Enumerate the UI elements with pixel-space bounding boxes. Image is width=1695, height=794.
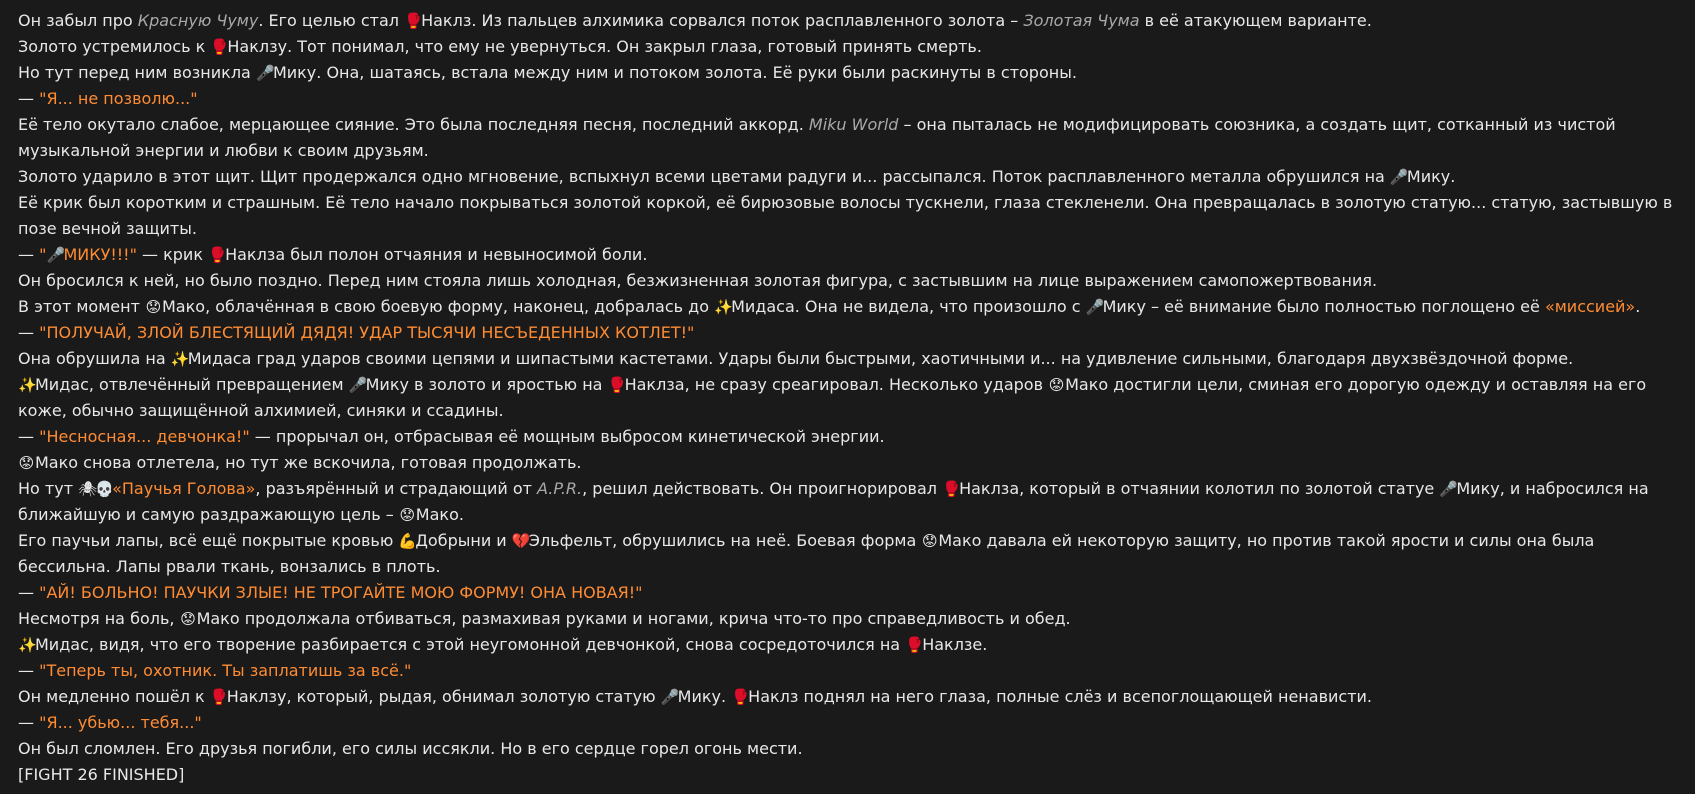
worried-face-icon: 😟 — [1048, 376, 1065, 394]
ability-term: A.P.R. — [537, 479, 583, 498]
microphone-icon: 🎤 — [255, 64, 275, 82]
dialogue-quote: "Я... не позволю..." — [39, 89, 198, 108]
dialogue-quote: "АЙ! БОЛЬНО! ПАУЧКИ ЗЛЫЕ! НЕ ТРОГАЙТЕ МОЮ ФОРМУ! ОНА НОВАЯ!" — [39, 583, 643, 602]
ability-term: Miku World — [808, 115, 899, 134]
narration-text: Наклзе. — [922, 635, 988, 654]
dialogue-quote: "Теперь ты, охотник. Ты заплатишь за всё." — [39, 661, 412, 680]
narration-text: . — [1635, 297, 1641, 316]
narration-text: Но тут — [18, 479, 79, 498]
narration-text: Добрыни и — [415, 531, 512, 550]
dialogue-quote: МИКУ!!!" — [63, 245, 137, 264]
narration-text: — — [18, 583, 40, 602]
narration-text: — прорычал он, отбрасывая её мощным выбросом кинетической энергии. — [249, 427, 885, 446]
narration-text: – она пыталась не модифицировать союзника, а создать щит, сотканный из чистой музыкальной энергии и любви к своим друзьям. — [18, 115, 1616, 160]
narration-text: Наклзу, который, рыдая, обнимал золотую статую — [226, 687, 661, 706]
glove-icon: 🥊 — [208, 246, 227, 264]
glove-icon: 🥊 — [731, 688, 750, 706]
narration-text: — крик — [136, 245, 209, 264]
narration-text: Она обрушила на — [18, 349, 171, 368]
story-paragraph — [18, 476, 1678, 528]
story-paragraph — [18, 372, 1678, 424]
narration-text: Мако, облачённая в свою боевую форму, наконец, добралась до — [162, 297, 715, 316]
story-paragraph — [18, 346, 1678, 372]
chat-message-body — [18, 8, 1678, 788]
dialogue-quote: «Паучья Голова» — [112, 479, 256, 498]
narration-text: Золото устремилось к — [18, 37, 211, 56]
narration-text: Мако снова отлетела, но тут же вскочила, готовая продолжать. — [35, 453, 582, 472]
narration-text: В этот момент — [18, 297, 145, 316]
dialogue-quote: "Я... убью... тебя..." — [39, 713, 202, 732]
narration-text: Наклзу. Тот понимал, что ему не увернуться. Он закрыл глаза, готовый принять смерть. — [227, 37, 982, 56]
narration-text: Мако. — [415, 505, 464, 524]
narration-text: Мидаса. Она не видела, что произошло с — [731, 297, 1086, 316]
worried-face-icon: 😟 — [18, 454, 35, 472]
story-paragraph — [18, 320, 1678, 346]
glove-icon: 🥊 — [209, 688, 229, 706]
dialogue-quote: " — [39, 245, 47, 264]
narration-text: Мако продолжала отбиваться, размахивая руками и ногами, крича что-то про справедливость и обед. — [196, 609, 1071, 628]
sparkles-icon: ✨ — [170, 350, 190, 368]
narration-text: Мику. Она, шатаясь, встала между ним и потоком золота. Её руки были раскинуты в стороны. — [272, 63, 1077, 82]
narration-text: Мику – её внимание было полностью поглощено её — [1102, 297, 1545, 316]
story-paragraph — [18, 268, 1678, 294]
story-paragraph — [18, 34, 1678, 60]
narration-text: Эльфельт, обрушились на неё. Боевая форма — [528, 531, 922, 550]
dialogue-quote: «миссией» — [1544, 297, 1636, 316]
narration-text: Мику, и набросился на ближайшую и самую раздражающую цель – — [18, 479, 1649, 524]
story-paragraph — [18, 112, 1678, 164]
glove-icon: 🥊 — [607, 376, 627, 394]
narration-text: Мидас, видя, что его творение разбирается с этой неугомонной девчонкой, снова сосредоточился на — [35, 635, 906, 654]
ability-term: Золотая Чума — [1023, 11, 1140, 30]
narration-text: Его паучьи лапы, всё ещё покрытые кровью — [18, 531, 399, 550]
story-paragraph — [18, 632, 1678, 658]
story-paragraph — [18, 528, 1678, 580]
narration-text: Мидаса град ударов своими цепями и шипастыми кастетами. Удары были быстрыми, хаотичными и... на удивление сильными, благодаря двухзвёздочной форме. — [187, 349, 1574, 368]
worried-face-icon: 😟 — [922, 532, 938, 550]
narration-text: — — [18, 427, 40, 446]
narration-text: Он медленно пошёл к — [18, 687, 210, 706]
microphone-icon: 🎤 — [46, 246, 66, 264]
scroll-top-edge — [0, 0, 1695, 4]
narration-text: Наклз поднял на него глаза, полные слёз и всепоглощающей ненависти. — [748, 687, 1372, 706]
spider-icon: 🕷 — [78, 480, 98, 498]
narration-text: Наклза, не сразу среагировал. Несколько ударов — [624, 375, 1049, 394]
narration-text: . Его целью стал — [258, 11, 405, 30]
sparkles-icon: ✨ — [18, 376, 37, 394]
story-paragraph — [18, 242, 1678, 268]
story-paragraph — [18, 190, 1678, 242]
story-paragraph — [18, 60, 1678, 86]
story-paragraph — [18, 736, 1678, 762]
glove-icon: 🥊 — [404, 12, 423, 30]
narration-text: Он забыл про — [18, 11, 138, 30]
broken-heart-icon: 💔 — [511, 532, 531, 550]
narration-text: — — [18, 245, 40, 264]
narration-text: — — [18, 89, 40, 108]
narration-text: Мако достигли цели, сминая его дорогую одежду и оставляя на его коже, обычно защищённой алхимией, синяки и ссадины. — [18, 375, 1647, 420]
story-paragraph — [18, 8, 1678, 34]
narration-text: Её тело окутало слабое, мерцающее сияние. Это была последняя песня, последний аккорд. — [18, 115, 809, 134]
narration-text: Её крик был коротким и страшным. Её тело начало покрываться золотой коркой, её бирюзовые волосы тускнели, глаза стекленели. Она превращалась в золотую статую... статую, застывшую в позе вечной защиты. — [18, 193, 1673, 238]
narration-text: Золото ударило в этот щит. Щит продержался одно мгновение, вспыхнул всеми цветами радуги и... рассыпался. Поток расплавленного металла обрушился на — [18, 167, 1390, 186]
story-paragraph — [18, 762, 1678, 788]
story-paragraph — [18, 606, 1678, 632]
microphone-icon: 🎤 — [660, 688, 680, 706]
story-paragraph — [18, 164, 1678, 190]
glove-icon: 🥊 — [905, 636, 924, 654]
skull-icon: 💀 — [95, 480, 114, 498]
microphone-icon: 🎤 — [1439, 480, 1459, 498]
narration-text: Но тут перед ним возникла — [18, 63, 256, 82]
story-paragraph — [18, 294, 1678, 320]
microphone-icon: 🎤 — [1085, 298, 1105, 316]
story-paragraph — [18, 580, 1678, 606]
narration-text: Мако давала ей некоторую защиту, но против такой ярости и силы она была бессильна. Лапы рвали ткань, вонзались в плоть. — [18, 531, 1595, 576]
glove-icon: 🥊 — [210, 38, 230, 56]
narration-text: Мику. — [1406, 167, 1456, 186]
narration-text: — — [18, 661, 40, 680]
narration-text: Он бросился к ней, но было поздно. Перед ним стояла лишь холодная, безжизненная золотая фигура, с застывшим на лице выражением самопожертвования. — [18, 271, 1378, 290]
narration-text: Мику в золото и яростью на — [365, 375, 608, 394]
narration-text: Наклза, который в отчаянии колотил по золотой статуе — [959, 479, 1440, 498]
story-paragraph — [18, 424, 1678, 450]
narration-text: , разъярённый и страдающий от — [255, 479, 538, 498]
dialogue-quote: "Несносная... девчонка!" — [39, 427, 250, 446]
story-paragraph — [18, 86, 1678, 112]
narration-text: — — [18, 713, 40, 732]
worried-face-icon: 😟 — [180, 610, 196, 628]
narration-text: Мику. — [677, 687, 732, 706]
microphone-icon: 🎤 — [1389, 168, 1409, 186]
narration-text: Он был сломлен. Его друзья погибли, его силы иссякли. Но в его сердце горел огонь мести. — [18, 739, 803, 758]
narration-text: — — [18, 323, 40, 342]
narration-text: Мидас, отвлечённый превращением — [35, 375, 349, 394]
narration-text: Несмотря на боль, — [18, 609, 180, 628]
narration-text: Наклз. Из пальцев алхимика сорвался поток расплавленного золота – — [421, 11, 1024, 30]
story-paragraph — [18, 450, 1678, 476]
flexed-biceps-icon: 💪 — [398, 532, 418, 550]
microphone-icon: 🎤 — [348, 376, 368, 394]
narration-text: [FIGHT 26 FINISHED] — [18, 765, 185, 784]
narration-text: в её атакующем варианте. — [1139, 11, 1372, 30]
narration-text: Наклза был полон отчаяния и невыносимой боли. — [225, 245, 648, 264]
sparkles-icon: ✨ — [18, 636, 37, 654]
ability-term: Красную Чуму — [137, 11, 259, 30]
narration-text: , решил действовать. Он проигнорировал — [582, 479, 943, 498]
story-paragraph — [18, 658, 1678, 684]
worried-face-icon: 😟 — [145, 298, 162, 316]
worried-face-icon: 😟 — [399, 506, 416, 524]
dialogue-quote: "ПОЛУЧАЙ, ЗЛОЙ БЛЕСТЯЩИЙ ДЯДЯ! УДАР ТЫСЯЧИ НЕСЪЕДЕННЫХ КОТЛЕТ!" — [39, 323, 695, 342]
glove-icon: 🥊 — [942, 480, 961, 498]
story-paragraph — [18, 684, 1678, 710]
story-paragraph — [18, 710, 1678, 736]
sparkles-icon: ✨ — [714, 298, 733, 316]
